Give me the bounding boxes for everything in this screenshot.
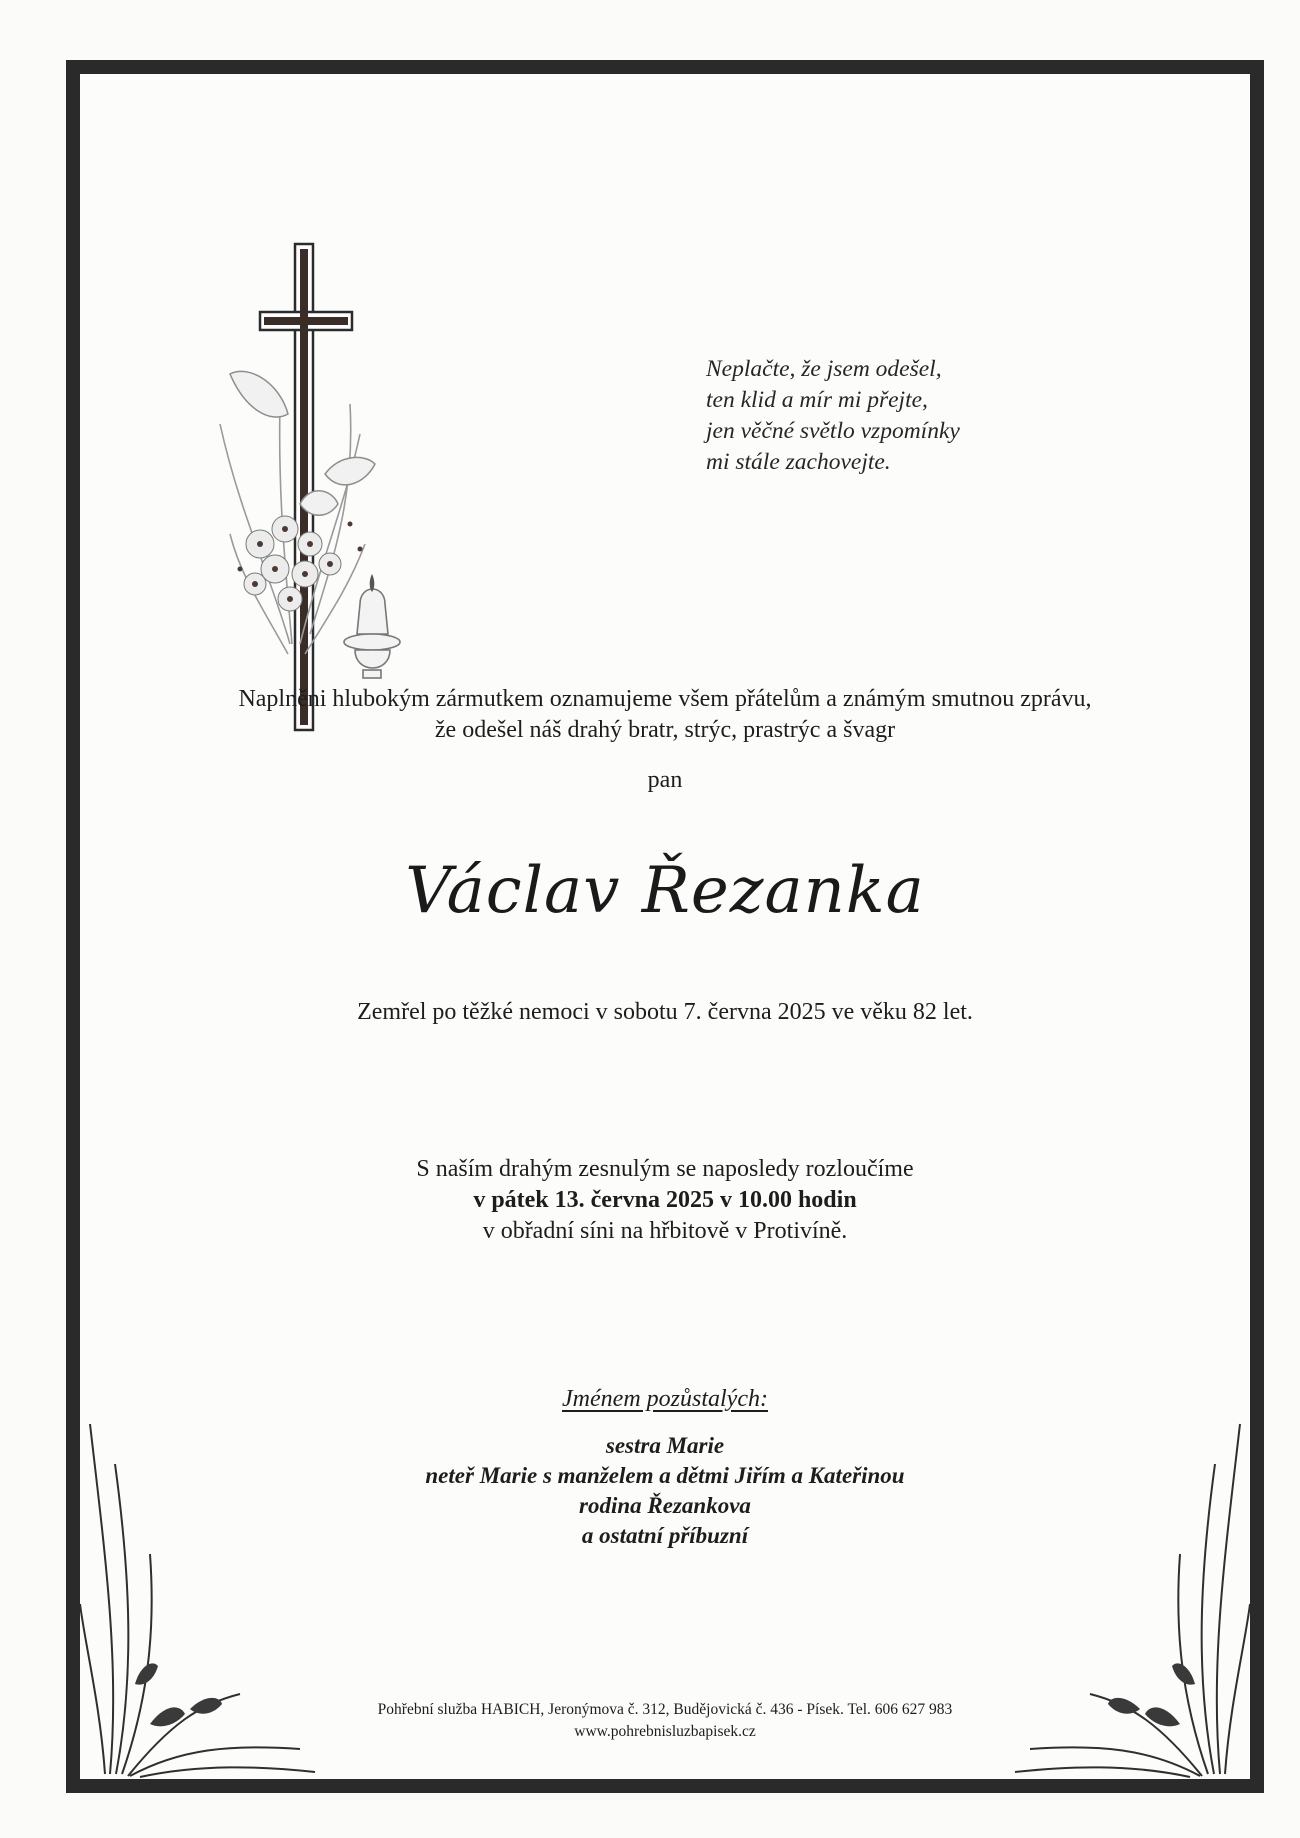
funeral-service-address: Pohřební služba HABICH, Jeronýmova č. 312, Budějovická č. 436 - Písek. Tel. 606 627 983 (377, 1701, 953, 1718)
bereaved-item: rodina Řezankova (579, 1493, 751, 1518)
bereaved-item: a ostatní příbuzní (581, 1523, 749, 1548)
announcement-line: Naplněni hlubokým zármutkem oznamujeme všem přátelům a známým smutnou zprávu, (238, 686, 1092, 712)
poem-line: ten klid a mír mi přejte, (706, 387, 928, 413)
announcement-text (80, 684, 1250, 746)
farewell-date-time: v pátek 13. června 2025 v 10.00 hodin (473, 1187, 857, 1213)
honorific: pan (647, 767, 683, 793)
announcement-line: že odešel náš drahý bratr, strýc, prastrýc a švagr (434, 717, 896, 743)
bereaved-item: sestra Marie (605, 1433, 725, 1458)
bereaved-item: neteř Marie s manželem a dětmi Jiřím a Kateřinou (425, 1463, 905, 1488)
bereaved-heading: Jménem pozůstalých: (562, 1386, 768, 1412)
farewell-location: v obřadní síni na hřbitově v Protivíně. (482, 1218, 848, 1244)
poem-line: mi stále zachovejte. (706, 449, 891, 475)
death-notice: Zemřel po těžké nemoci v sobotu 7. června 2025 ve věku 82 let. (357, 999, 973, 1025)
funeral-service-footer (80, 1699, 1250, 1743)
poem-line: Neplačte, že jsem odešel, (706, 356, 942, 382)
farewell-details (80, 1154, 1250, 1247)
deceased-name: Václav Řezanka (405, 854, 925, 928)
poem-line: jen věčné světlo vzpomínky (706, 418, 960, 444)
obituary-frame (66, 60, 1264, 1793)
funeral-service-website[interactable]: www.pohrebnisluzbapisek.cz (574, 1723, 756, 1740)
memorial-poem (706, 354, 960, 478)
cross-lilies-icon (160, 174, 420, 734)
farewell-intro: S naším drahým zesnulým se naposledy rozloučíme (416, 1156, 914, 1182)
